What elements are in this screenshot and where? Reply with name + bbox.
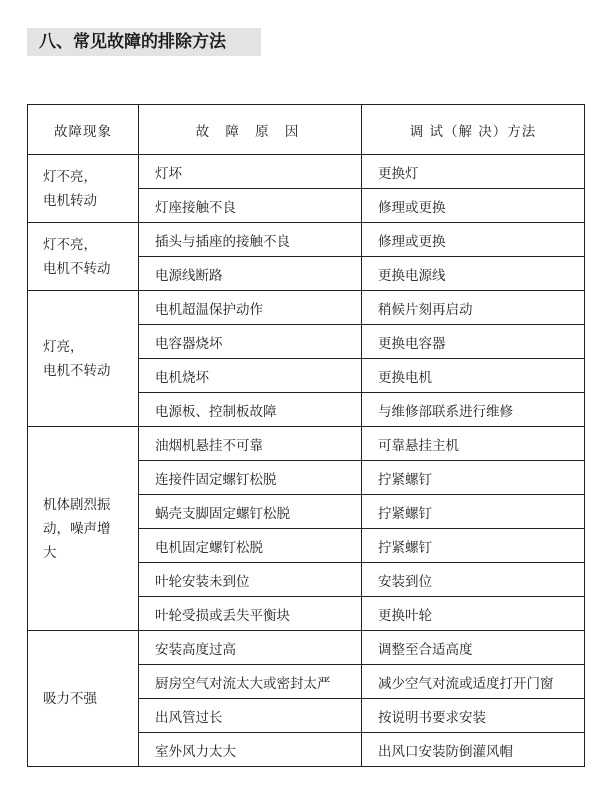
cause-cell: 室外风力太大 — [139, 733, 362, 767]
table-row — [28, 155, 585, 189]
section-title: 八、常见故障的排除方法 — [27, 28, 261, 56]
table-header-row — [28, 105, 585, 155]
solution-cell: 拧紧螺钉 — [362, 529, 585, 563]
solution-cell: 稍候片刻再启动 — [362, 291, 585, 325]
solution-cell: 更换电机 — [362, 359, 585, 393]
solution-cell: 按说明书要求安装 — [362, 699, 585, 733]
phenomenon-line: 吸力不强 — [43, 690, 97, 707]
table-body — [28, 155, 585, 767]
cause-cell: 叶轮受损或丢失平衡块 — [139, 597, 362, 631]
solution-cell: 安装到位 — [362, 563, 585, 597]
solution-cell: 更换灯 — [362, 155, 585, 189]
phenomenon-cell — [28, 223, 139, 291]
table-row — [28, 223, 585, 257]
phenomenon-line: 电机转动 — [43, 192, 97, 209]
cause-cell: 灯座接触不良 — [139, 189, 362, 223]
solution-cell: 出风口安装防倒灌风帽 — [362, 733, 585, 767]
cause-cell: 灯坏 — [139, 155, 362, 189]
phenomenon-cell — [28, 631, 139, 767]
phenomenon-line: 电机不转动 — [43, 362, 111, 379]
cause-cell: 电容器烧坏 — [139, 325, 362, 359]
cause-cell: 电机固定螺钉松脱 — [139, 529, 362, 563]
header-cause: 故 障 原 因 — [139, 105, 362, 155]
header-solution: 调 试（解 决）方法 — [362, 105, 585, 155]
table-row — [28, 291, 585, 325]
troubleshooting-table — [27, 104, 585, 767]
cause-cell: 蜗壳支脚固定螺钉松脱 — [139, 495, 362, 529]
cause-cell: 叶轮安装未到位 — [139, 563, 362, 597]
cause-cell: 插头与插座的接触不良 — [139, 223, 362, 257]
solution-cell: 拧紧螺钉 — [362, 461, 585, 495]
phenomenon-cell — [28, 427, 139, 631]
cause-cell: 连接件固定螺钉松脱 — [139, 461, 362, 495]
solution-cell: 更换电容器 — [362, 325, 585, 359]
cause-cell: 电机烧坏 — [139, 359, 362, 393]
solution-cell: 拧紧螺钉 — [362, 495, 585, 529]
table-row — [28, 427, 585, 461]
solution-cell: 修理或更换 — [362, 223, 585, 257]
cause-cell: 电源线断路 — [139, 257, 362, 291]
cause-cell: 安装高度过高 — [139, 631, 362, 665]
solution-cell: 修理或更换 — [362, 189, 585, 223]
phenomenon-line: 电机不转动 — [43, 260, 111, 277]
phenomenon-cell — [28, 291, 139, 427]
phenomenon-line: 大 — [43, 544, 57, 561]
phenomenon-cell — [28, 155, 139, 223]
phenomenon-line: 机体剧烈振 — [43, 496, 111, 513]
cause-cell: 电机超温保护动作 — [139, 291, 362, 325]
solution-cell: 可靠悬挂主机 — [362, 427, 585, 461]
phenomenon-line: 动，噪声增 — [43, 520, 111, 537]
cause-cell: 出风管过长 — [139, 699, 362, 733]
cause-cell: 油烟机悬挂不可靠 — [139, 427, 362, 461]
cause-cell: 电源板、控制板故障 — [139, 393, 362, 427]
table-row — [28, 631, 585, 665]
cause-cell: 厨房空气对流太大或密封太严 — [139, 665, 362, 699]
solution-cell: 更换叶轮 — [362, 597, 585, 631]
header-phenomenon: 故障现象 — [28, 105, 139, 155]
phenomenon-line: 灯不亮， — [43, 236, 97, 253]
phenomenon-line: 灯亮， — [43, 338, 84, 355]
solution-cell: 与维修部联系进行维修 — [362, 393, 585, 427]
solution-cell: 更换电源线 — [362, 257, 585, 291]
solution-cell: 减少空气对流或适度打开门窗 — [362, 665, 585, 699]
solution-cell: 调整至合适高度 — [362, 631, 585, 665]
phenomenon-line: 灯不亮， — [43, 168, 97, 185]
